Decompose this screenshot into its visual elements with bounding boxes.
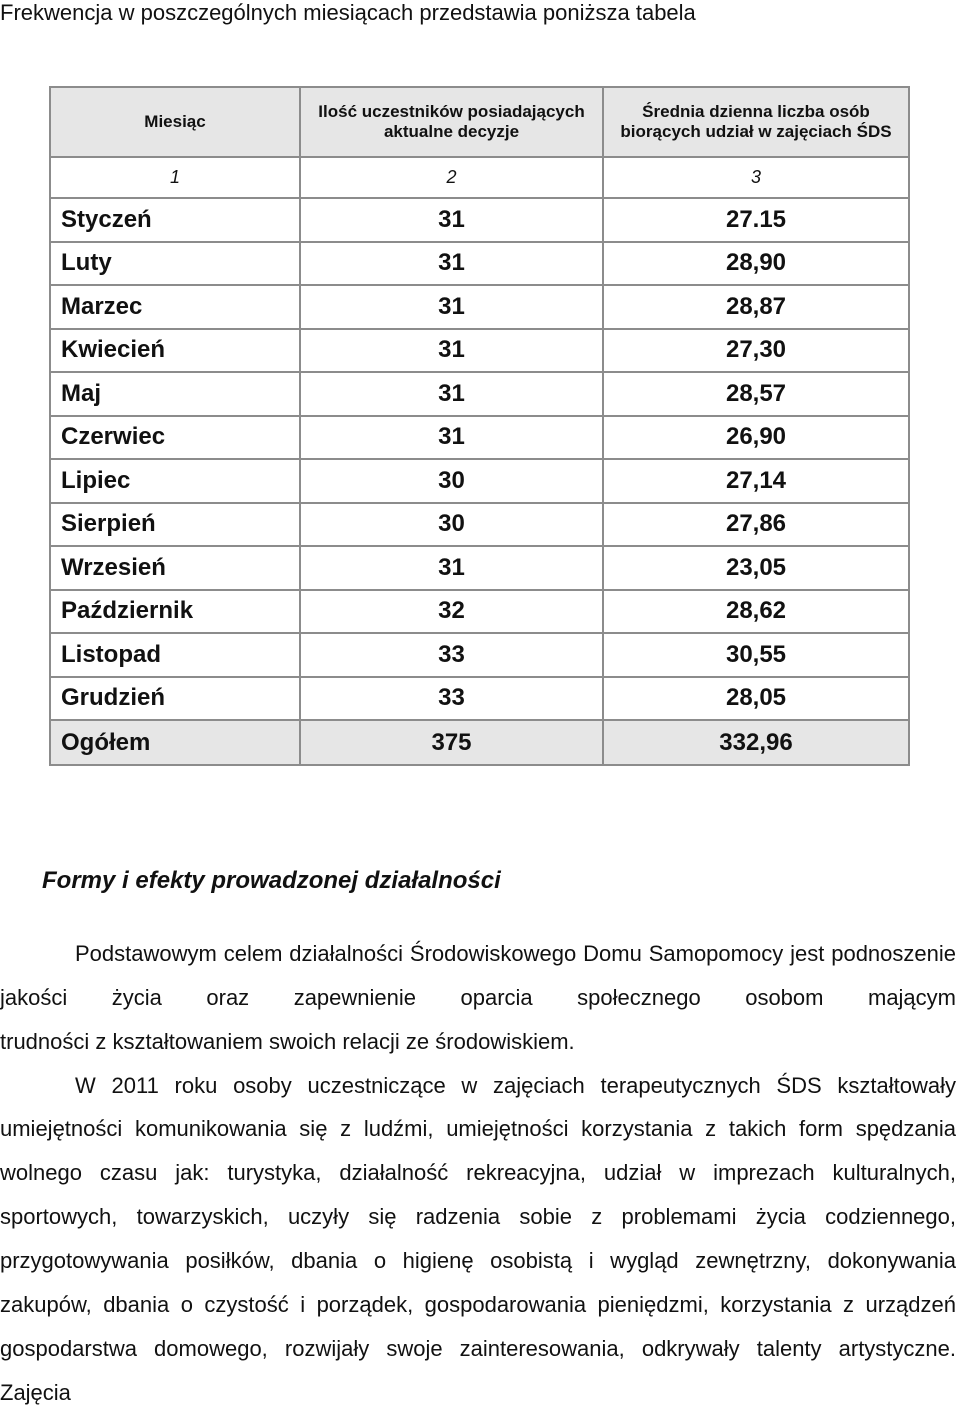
column-number-2: 2 [300, 157, 603, 198]
average-cell: 26,90 [603, 416, 909, 460]
month-cell: Styczeń [50, 198, 300, 242]
month-cell: Listopad [50, 633, 300, 677]
participants-cell: 30 [300, 459, 603, 503]
column-number-row [50, 157, 909, 198]
total-label: Ogółem [50, 720, 300, 765]
month-cell: Kwiecień [50, 329, 300, 373]
participants-cell: 31 [300, 285, 603, 329]
month-cell: Luty [50, 242, 300, 286]
average-cell: 27,86 [603, 503, 909, 547]
section-title: Formy i efekty prowadzonej działalności [42, 867, 501, 894]
average-cell: 28,62 [603, 590, 909, 634]
table-row [50, 198, 909, 242]
total-average: 332,96 [603, 720, 909, 765]
participants-cell: 33 [300, 633, 603, 677]
column-number-1: 1 [50, 157, 300, 198]
total-participants: 375 [300, 720, 603, 765]
participants-cell: 31 [300, 546, 603, 590]
month-cell: Październik [50, 590, 300, 634]
participants-cell: 31 [300, 416, 603, 460]
month-cell: Grudzień [50, 677, 300, 721]
participants-cell: 31 [300, 242, 603, 286]
table-row [50, 416, 909, 460]
header-month: Miesiąc [50, 87, 300, 157]
month-cell: Czerwiec [50, 416, 300, 460]
paragraph-2: W 2011 roku osoby uczestniczące w zajęciach terapeutycznych ŚDS kształtowały umiejętności komunikowania się z ludźmi, umiejętności korzystania z takich form spędzania wolnego czasu jak: turystyka, działalność rekreacyjna, udział w imprezach kulturalnych, sportowych, towarzyskich, uczyły się radzenia sobie z problemami życia codziennego, przygotowywania posiłków, dbania o higienę osobistą i wygląd zewnętrzny, dokonywania zakupów, dbania o czystość i porządek, gospodarowania pieniędzmi, korzystania z urządzeń gospodarstwa domowego, rozwijały swoje zainteresowania, odkrywały talenty artystyczne. Zajęcia [0, 1072, 956, 1405]
month-cell: Wrzesień [50, 546, 300, 590]
table-row [50, 459, 909, 503]
average-cell: 28,05 [603, 677, 909, 721]
average-cell: 27,14 [603, 459, 909, 503]
average-cell: 27,30 [603, 329, 909, 373]
participants-cell: 31 [300, 372, 603, 416]
average-cell: 30,55 [603, 633, 909, 677]
table-row [50, 285, 909, 329]
month-cell: Sierpień [50, 503, 300, 547]
participants-cell: 31 [300, 198, 603, 242]
paragraph-1-end: trudności z kształtowaniem swoich relacji ze środowiskiem. [0, 1028, 575, 1054]
participants-cell: 33 [300, 677, 603, 721]
table-header-row [50, 87, 909, 157]
average-cell: 28,90 [603, 242, 909, 286]
table-row [50, 677, 909, 721]
participants-cell: 32 [300, 590, 603, 634]
average-cell: 27.15 [603, 198, 909, 242]
table-row [50, 590, 909, 634]
table-row [50, 372, 909, 416]
attendance-table [49, 86, 910, 766]
paragraph-1: Podstawowym celem działalności Środowiskowego Domu Samopomocy jest podnoszenie jakości życia oraz zapewnienie oparcia społecznego osobom mającym [0, 941, 956, 1010]
table-row [50, 329, 909, 373]
month-cell: Lipiec [50, 459, 300, 503]
table-row [50, 633, 909, 677]
table-row [50, 242, 909, 286]
header-participants: Ilość uczestników posiadających aktualne decyzje [300, 87, 603, 157]
column-number-3: 3 [603, 157, 909, 198]
month-cell: Maj [50, 372, 300, 416]
intro-text: Frekwencja w poszczególnych miesiącach przedstawia poniższa tabela [0, 0, 696, 25]
header-average: Średnia dzienna liczba osób biorących udział w zajęciach ŚDS [603, 87, 909, 157]
participants-cell: 31 [300, 329, 603, 373]
table-row [50, 503, 909, 547]
table-row [50, 546, 909, 590]
average-cell: 28,87 [603, 285, 909, 329]
table-total-row [50, 720, 909, 765]
average-cell: 23,05 [603, 546, 909, 590]
average-cell: 28,57 [603, 372, 909, 416]
month-cell: Marzec [50, 285, 300, 329]
participants-cell: 30 [300, 503, 603, 547]
